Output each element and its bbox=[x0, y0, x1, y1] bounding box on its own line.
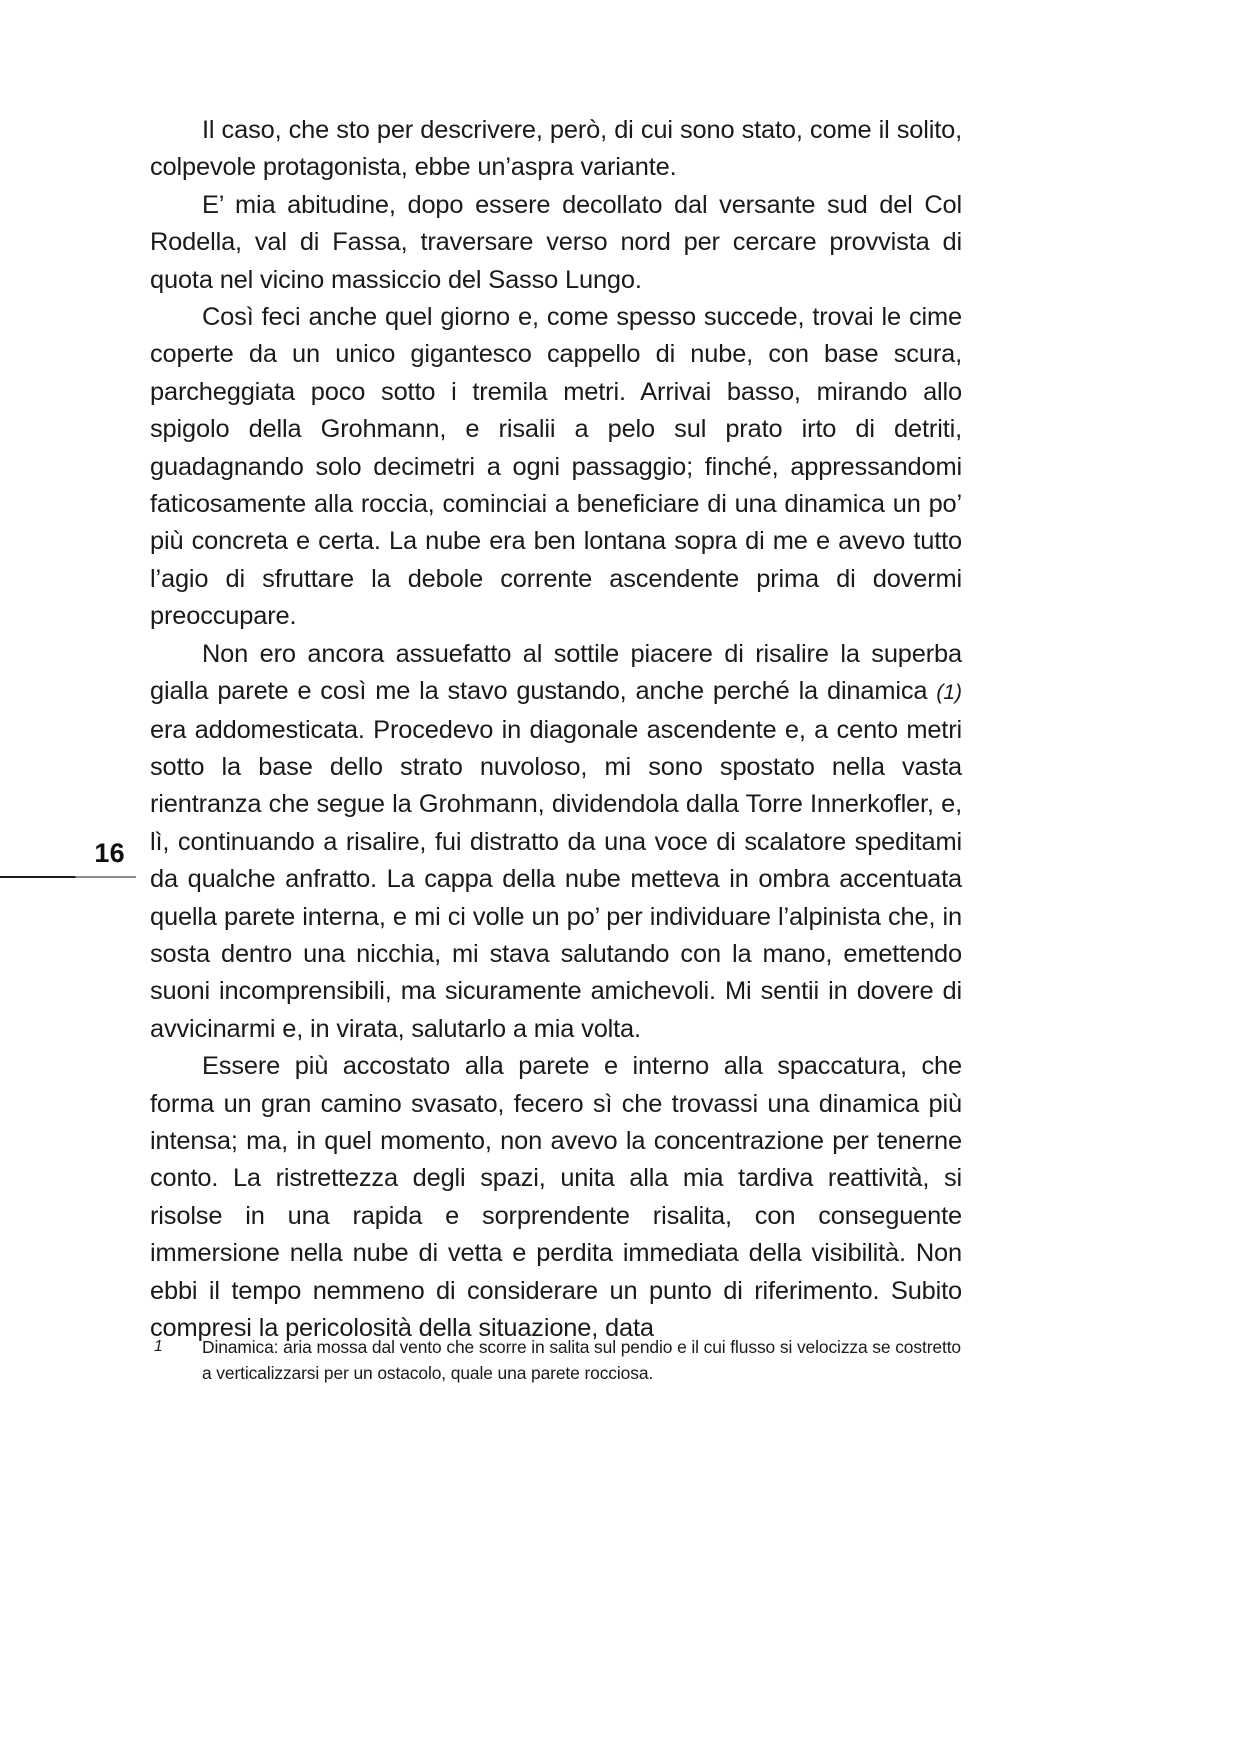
paragraph-2: E’ mia abitudine, dopo essere decollato dal versante sud del Col Rodella, val di Fassa, traversare verso nord per cercare provvista di quota nel vicino massiccio del Sasso Lungo. bbox=[150, 190, 962, 294]
paragraph-5: Essere più accostato alla parete e interno alla spaccatura, che forma un gran camino svasato, fecero sì che trovassi una dinamica più intensa; ma, in quel momento, non avevo la concentrazione per tenerne conto. La ristrettezza degli spazi, unita alla mia tardiva reattività, si risolse in una rapida e sorprendente risalita, con conseguente immersione nella nube di vetta e perdita immediata della visibilità. Non ebbi il tempo nemmeno di considerare un punto di riferimento. Subito compresi la pericolosità della situazione, data bbox=[150, 1052, 962, 1342]
page-number-rule bbox=[0, 876, 136, 878]
footnote-reference-marker[interactable]: (1) bbox=[936, 681, 962, 705]
footnote-text: Dinamica: aria mossa dal vento che scorre in salita sul pendio e il cui flusso si velocizza se costretto a verticalizzarsi per un ostacolo, quale una parete rocciosa. bbox=[202, 1337, 962, 1383]
footnote bbox=[150, 1334, 962, 1386]
body-text-column bbox=[150, 112, 962, 1347]
paragraph-3: Così feci anche quel giorno e, come spesso succede, trovai le cime coperte da un unico gigantesco cappello di nube, con base scura, parcheggiata poco sotto i tremila metri. Arrivai basso, mirando allo spigolo della Grohmann, e risalii a pelo sul prato irto di detriti, guadagnando solo decimetri a ogni passaggio; finché, appressandomi faticosamente alla roccia, cominciai a beneficiare di una dinamica un po’ più concreta e certa. La nube era ben lontana sopra di me e avevo tutto l’agio di sfruttare la debole corrente ascendente prima di dovermi preoccupare. bbox=[150, 303, 962, 631]
paragraph-4-with-footnote-reference bbox=[150, 636, 962, 1048]
paragraph-4-text-after-marker: era addomesticata. Procedevo in diagonale ascendente e, a cento metri sotto la base dello strato nuvoloso, mi sono spostato nella vasta rientranza che segue la Grohmann, dividendola dalla Torre Innerkofler, e, lì, continuando a risalire, fui distratto da una voce di scalatore speditami da qualche anfratto. La cappa della nube metteva in ombra accentuata quella parete interna, e mi ci volle un po’ per individuare l’alpinista che, in sosta dentro una nicchia, mi stava salutando con la mano, emettendo suoni incomprensibili, ma sicuramente amichevoli. Mi sentii in dovere di avvicinarmi e, in virata, salutarlo a mia volta. bbox=[150, 715, 962, 1043]
paragraph-4-text-before-marker: Non ero ancora assuefatto al sottile piacere di risalire la superba gialla parete e così me la stavo gustando, anche perché la dinamica bbox=[150, 639, 962, 706]
page-number-block bbox=[0, 838, 136, 878]
paragraph-1: Il caso, che sto per descrivere, però, di cui sono stato, come il solito, colpevole protagonista, ebbe un’aspra variante. bbox=[150, 116, 962, 182]
page-number: 16 bbox=[94, 838, 125, 868]
footnote-number: 1 bbox=[154, 1338, 163, 1355]
